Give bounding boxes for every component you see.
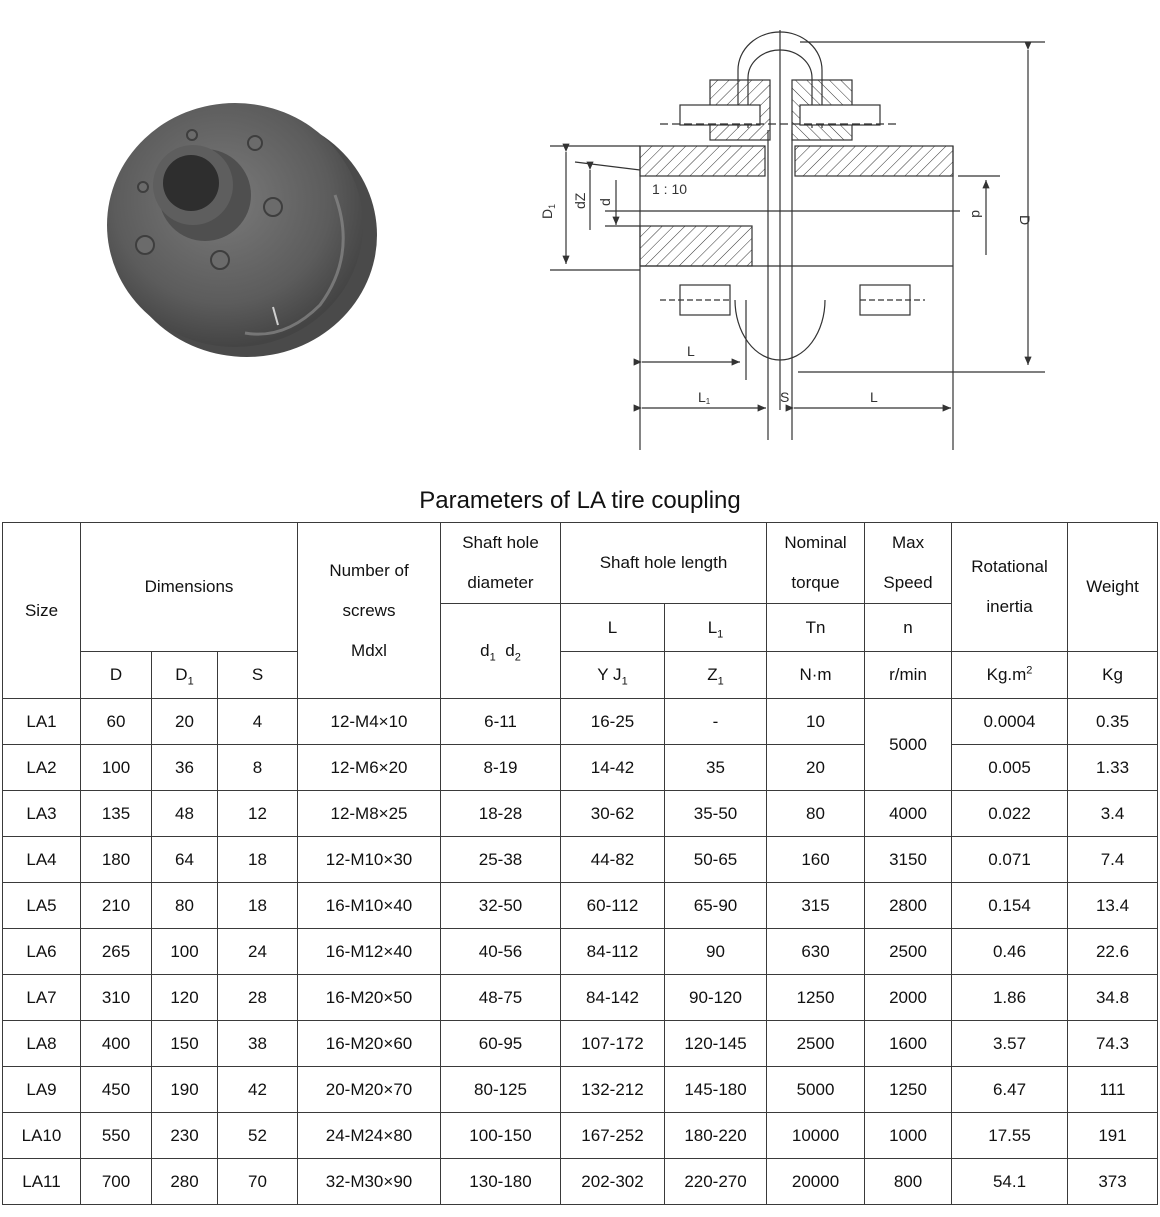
header-speed-unit: r/min — [865, 652, 952, 699]
L1-label: L1 — [698, 389, 711, 406]
header-dimensions: Dimensions — [81, 523, 298, 652]
d-left-label: d — [597, 198, 613, 206]
cell-L1: 35 — [665, 745, 767, 791]
cell-S: 8 — [218, 745, 298, 791]
cell-L1: 220-270 — [665, 1159, 767, 1205]
header-YJ1: Y $J_1$ — [561, 652, 665, 699]
table-row — [3, 1113, 1158, 1159]
cell-d: 32-50 — [441, 883, 561, 929]
header-n: n — [865, 604, 952, 652]
header-inertia-line1: Rotational — [971, 557, 1048, 576]
cell-D: 60 — [81, 699, 152, 745]
cell-screws: 16-M12×40 — [298, 929, 441, 975]
cell-screws: 16-M20×50 — [298, 975, 441, 1021]
cell-Tn: 20000 — [767, 1159, 865, 1205]
table-row — [3, 837, 1158, 883]
cell-screws: 12-M10×30 — [298, 837, 441, 883]
cell-Tn: 2500 — [767, 1021, 865, 1067]
cell-Tn: 80 — [767, 791, 865, 837]
header-torque-line1: Nominal — [784, 533, 847, 552]
cell-D1: 120 — [152, 975, 218, 1021]
cell-n: 4000 — [865, 791, 952, 837]
cell-n: 2500 — [865, 929, 952, 975]
header-screws-line3: Mdxl — [351, 640, 387, 660]
cell-L1: 50-65 — [665, 837, 767, 883]
cell-size: LA1 — [3, 699, 81, 745]
cell-inertia: 0.154 — [952, 883, 1068, 929]
cell-Tn: 315 — [767, 883, 865, 929]
cell-D: 210 — [81, 883, 152, 929]
cell-D: 265 — [81, 929, 152, 975]
cell-D1: 80 — [152, 883, 218, 929]
cell-L: 84-112 — [561, 929, 665, 975]
header-screws-line1: Number of — [329, 560, 409, 580]
cell-size: LA10 — [3, 1113, 81, 1159]
cell-S: 24 — [218, 929, 298, 975]
header-D1: $D_1$ — [152, 652, 218, 699]
cell-inertia: 54.1 — [952, 1159, 1068, 1205]
header-screws — [298, 523, 441, 699]
cell-inertia: 0.46 — [952, 929, 1068, 975]
header-inertia — [952, 523, 1068, 652]
cell-n: 3150 — [865, 837, 952, 883]
cell-L1: 35-50 — [665, 791, 767, 837]
cell-weight: 373 — [1068, 1159, 1158, 1205]
cell-inertia: 17.55 — [952, 1113, 1068, 1159]
header-inertia-unit: $Kg.m^2$ — [952, 652, 1068, 699]
cell-L: 14-42 — [561, 745, 665, 791]
cell-L1: 90 — [665, 929, 767, 975]
cell-size: LA4 — [3, 837, 81, 883]
header-weight-unit: Kg — [1068, 652, 1158, 699]
cell-n: 2000 — [865, 975, 952, 1021]
cell-L1: 120-145 — [665, 1021, 767, 1067]
header-L: L — [561, 604, 665, 652]
header-speed-line2: Speed — [883, 573, 933, 592]
cell-weight: 191 — [1068, 1113, 1158, 1159]
table-body — [3, 699, 1158, 1205]
cell-S: 28 — [218, 975, 298, 1021]
D1-label: $D_1$ — [539, 203, 557, 219]
cell-screws: 20-M20×70 — [298, 1067, 441, 1113]
cell-n: 2800 — [865, 883, 952, 929]
cell-screws: 24-M24×80 — [298, 1113, 441, 1159]
cell-size: LA8 — [3, 1021, 81, 1067]
cell-weight: 74.3 — [1068, 1021, 1158, 1067]
cell-Tn: 630 — [767, 929, 865, 975]
cell-weight: 34.8 — [1068, 975, 1158, 1021]
table-row — [3, 883, 1158, 929]
cell-inertia: 0.071 — [952, 837, 1068, 883]
cell-size: LA2 — [3, 745, 81, 791]
table-row — [3, 1021, 1158, 1067]
header-speed-line1: Max — [891, 533, 925, 552]
cell-weight: 111 — [1068, 1067, 1158, 1113]
taper-label: 1 : 10 — [652, 181, 688, 197]
cell-D1: 64 — [152, 837, 218, 883]
header-torque-unit: N·m — [767, 652, 865, 699]
cell-d: 6-11 — [441, 699, 561, 745]
cell-n: 800 — [865, 1159, 952, 1205]
cell-D: 135 — [81, 791, 152, 837]
cell-D1: 48 — [152, 791, 218, 837]
header-L1: $L_1$ — [665, 604, 767, 652]
cell-D1: 150 — [152, 1021, 218, 1067]
D-label: D — [1017, 215, 1033, 226]
cell-inertia: 0.005 — [952, 745, 1068, 791]
cell-inertia: 6.47 — [952, 1067, 1068, 1113]
cell-S: 70 — [218, 1159, 298, 1205]
cell-size: LA6 — [3, 929, 81, 975]
cell-screws: 32-M30×90 — [298, 1159, 441, 1205]
cell-L: 44-82 — [561, 837, 665, 883]
cell-size: LA3 — [3, 791, 81, 837]
header-Tn: Tn — [767, 604, 865, 652]
cell-d: 8-19 — [441, 745, 561, 791]
cell-L1: 90-120 — [665, 975, 767, 1021]
cell-d: 18-28 — [441, 791, 561, 837]
cell-size: LA5 — [3, 883, 81, 929]
cell-D: 180 — [81, 837, 152, 883]
cell-D: 550 — [81, 1113, 152, 1159]
cell-inertia: 0.0004 — [952, 699, 1068, 745]
cell-weight: 22.6 — [1068, 929, 1158, 975]
table-row — [3, 1067, 1158, 1113]
cell-L1: - — [665, 699, 767, 745]
cell-n: 1000 — [865, 1113, 952, 1159]
S-label: S — [780, 389, 790, 405]
header-S: S — [218, 652, 298, 699]
cell-S: 12 — [218, 791, 298, 837]
cell-Tn: 160 — [767, 837, 865, 883]
cell-D1: 190 — [152, 1067, 218, 1113]
header-size: Size — [3, 523, 81, 699]
table-title: Parameters of LA tire coupling — [419, 487, 741, 514]
cell-S: 52 — [218, 1113, 298, 1159]
section-drawing — [530, 30, 1060, 450]
table-row — [3, 791, 1158, 837]
header-weight: Weight — [1068, 523, 1158, 652]
L-top-label: L — [687, 343, 695, 359]
cell-inertia: 0.022 — [952, 791, 1068, 837]
cell-L: 132-212 — [561, 1067, 665, 1113]
cell-D: 100 — [81, 745, 152, 791]
cell-Tn: 10000 — [767, 1113, 865, 1159]
cell-screws: 12-M6×20 — [298, 745, 441, 791]
cell-d: 130-180 — [441, 1159, 561, 1205]
cell-d: 40-56 — [441, 929, 561, 975]
cell-D: 450 — [81, 1067, 152, 1113]
cell-size: LA9 — [3, 1067, 81, 1113]
cell-n: 1250 — [865, 1067, 952, 1113]
cell-weight: 3.4 — [1068, 791, 1158, 837]
cell-weight: 0.35 — [1068, 699, 1158, 745]
cell-L: 202-302 — [561, 1159, 665, 1205]
d-right-label: d — [969, 210, 985, 218]
cell-D1: 230 — [152, 1113, 218, 1159]
cell-L: 60-112 — [561, 883, 665, 929]
cell-weight: 7.4 — [1068, 837, 1158, 883]
header-torque-line2: torque — [791, 573, 840, 592]
parameters-table — [2, 522, 1158, 1205]
cell-n: 5000 — [865, 699, 952, 791]
cell-screws: 16-M20×60 — [298, 1021, 441, 1067]
cell-D1: 36 — [152, 745, 218, 791]
tire-coupling-section-drawing-icon — [530, 30, 1060, 450]
header-inertia-line2: inertia — [986, 597, 1033, 616]
cell-d: 100-150 — [441, 1113, 561, 1159]
cell-size: LA11 — [3, 1159, 81, 1205]
cell-inertia: 3.57 — [952, 1021, 1068, 1067]
header-speed — [865, 523, 952, 604]
L-right-label: L — [870, 389, 878, 405]
header-shaft-diameter-line1: Shaft hole — [462, 533, 539, 552]
header-shaft-length: Shaft hole length — [561, 523, 767, 604]
product-photo — [95, 85, 385, 365]
cell-L1: 180-220 — [665, 1113, 767, 1159]
cell-D1: 280 — [152, 1159, 218, 1205]
cell-d: 60-95 — [441, 1021, 561, 1067]
cell-Tn: 1250 — [767, 975, 865, 1021]
cell-weight: 13.4 — [1068, 883, 1158, 929]
cell-L1: 145-180 — [665, 1067, 767, 1113]
cell-Tn: 5000 — [767, 1067, 865, 1113]
table-row — [3, 975, 1158, 1021]
cell-L: 16-25 — [561, 699, 665, 745]
cell-S: 18 — [218, 883, 298, 929]
cell-size: LA7 — [3, 975, 81, 1021]
cell-D1: 20 — [152, 699, 218, 745]
cell-d: 25-38 — [441, 837, 561, 883]
table-row — [3, 745, 1158, 791]
cell-S: 42 — [218, 1067, 298, 1113]
cell-n: 1600 — [865, 1021, 952, 1067]
table-row — [3, 699, 1158, 745]
header-shaft-diameter — [441, 523, 561, 604]
header-torque — [767, 523, 865, 604]
cell-inertia: 1.86 — [952, 975, 1068, 1021]
cell-D: 700 — [81, 1159, 152, 1205]
dZ-label: dZ — [572, 192, 588, 209]
cell-L: 84-142 — [561, 975, 665, 1021]
header-screws-line2: screws — [342, 600, 396, 620]
cell-L: 30-62 — [561, 791, 665, 837]
cell-Tn: 10 — [767, 699, 865, 745]
cell-d: 48-75 — [441, 975, 561, 1021]
cell-D: 400 — [81, 1021, 152, 1067]
header-shaft-diameter-line2: diameter — [467, 573, 534, 592]
header-D: D — [81, 652, 152, 699]
table-row — [3, 1159, 1158, 1205]
cell-S: 38 — [218, 1021, 298, 1067]
cell-screws: 16-M10×40 — [298, 883, 441, 929]
cell-D1: 100 — [152, 929, 218, 975]
cell-S: 18 — [218, 837, 298, 883]
table-row — [3, 929, 1158, 975]
cell-L1: 65-90 — [665, 883, 767, 929]
header-d1-d2: $d_1$ $d_2$ — [441, 604, 561, 699]
tire-coupling-photo-icon — [95, 85, 385, 365]
cell-D: 310 — [81, 975, 152, 1021]
cell-screws: 12-M4×10 — [298, 699, 441, 745]
cell-L: 167-252 — [561, 1113, 665, 1159]
cell-weight: 1.33 — [1068, 745, 1158, 791]
cell-d: 80-125 — [441, 1067, 561, 1113]
header-Z1: $Z_1$ — [665, 652, 767, 699]
cell-L: 107-172 — [561, 1021, 665, 1067]
cell-S: 4 — [218, 699, 298, 745]
cell-screws: 12-M8×25 — [298, 791, 441, 837]
cell-Tn: 20 — [767, 745, 865, 791]
